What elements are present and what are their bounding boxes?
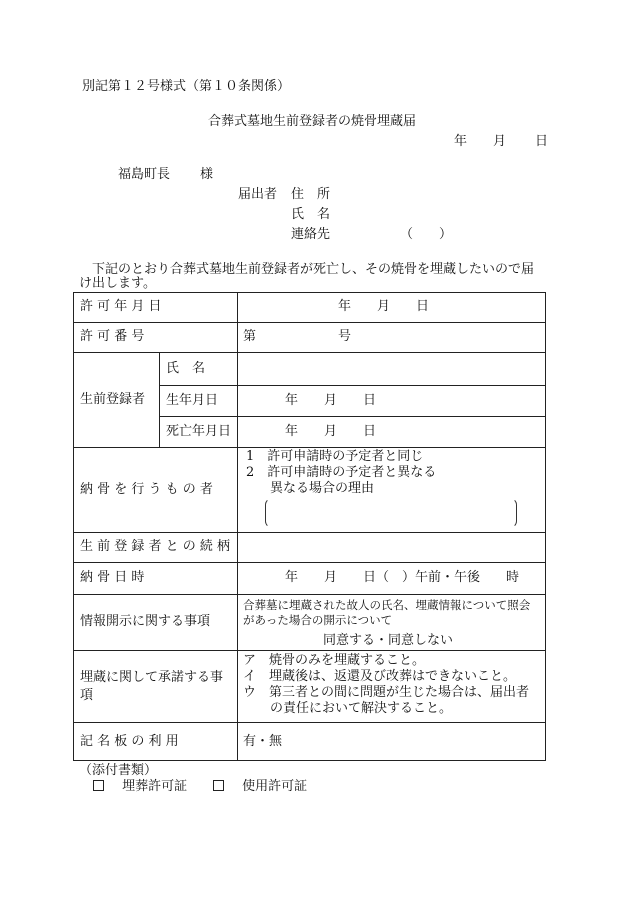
attachment-burial-permit xyxy=(93,779,187,795)
table-rule xyxy=(237,292,238,761)
disclosure-choice: 同意する・同意しない xyxy=(323,633,454,648)
applicant-label: 届出者 xyxy=(238,187,278,202)
table-rule xyxy=(73,650,546,651)
reason-input-bracket[interactable] xyxy=(265,498,517,528)
death-date-value: 年 月 日 xyxy=(285,424,377,439)
date-year-label: 年 xyxy=(454,134,468,149)
table-rule xyxy=(73,760,546,761)
interment-datetime-label: 納 骨 日 時 xyxy=(80,570,145,585)
table-rule xyxy=(73,594,546,595)
birth-date-label: 生年月日 xyxy=(166,393,219,408)
consent-label-line1: 埋蔵に関して承諾する事 xyxy=(80,670,224,685)
option-different-person: 2 許可申請時の予定者と異なる xyxy=(246,465,437,480)
form-number: 別記第１２号様式（第１０条関係） xyxy=(82,79,291,94)
table-rule xyxy=(73,322,546,323)
permit-date-value: 年 月 日 xyxy=(338,299,430,314)
birth-date-value: 年 月 日 xyxy=(285,393,377,408)
consent-item-a: ア 焼骨のみを埋蔵すること。 xyxy=(243,653,426,668)
table-rule xyxy=(159,352,160,447)
disclosure-text-line1: 合葬墓に埋蔵された故人の氏名、埋蔵情報について照会 xyxy=(243,598,531,612)
name-label: 氏 名 xyxy=(291,207,331,222)
table-rule xyxy=(73,352,546,353)
date-month-label: 月 xyxy=(493,134,507,149)
table-rule xyxy=(159,385,546,386)
permit-number-suffix: 号 xyxy=(338,329,352,344)
table-rule xyxy=(545,292,546,761)
pre-registrant-name-label: 氏 名 xyxy=(166,361,206,376)
table-rule xyxy=(73,722,546,723)
intro-text-line1: 下記のとおり合葬式墓地生前登録者が死亡し、その焼骨を埋蔵したいので届 xyxy=(92,262,535,277)
table-rule xyxy=(159,416,546,417)
attachments-heading: （添付書類） xyxy=(79,763,158,778)
table-rule xyxy=(73,532,546,533)
pre-registrant-label: 生前登録者 xyxy=(80,392,146,407)
intro-text-line2: け出します。 xyxy=(79,276,156,291)
address-label: 住 所 xyxy=(291,187,331,202)
consent-item-u-line2: の責任において解決すること。 xyxy=(270,701,453,716)
relation-label: 生 前 登 録 者 と の 続 柄 xyxy=(80,539,231,554)
death-date-label: 死亡年月日 xyxy=(166,424,232,439)
consent-item-u-line1: ウ 第三者との間に問題が生じた場合は、届出者 xyxy=(243,685,530,700)
burial-permit-label: 埋葬許可証 xyxy=(122,779,188,794)
addressee-honorific: 様 xyxy=(200,167,214,182)
addressee: 福島町長 xyxy=(118,167,171,182)
use-permit-checkbox[interactable] xyxy=(213,780,224,791)
consent-label-line2: 項 xyxy=(80,688,94,703)
permit-number-label: 許 可 番 号 xyxy=(80,329,145,344)
nameplate-label: 記 名 板 の 利 用 xyxy=(80,734,179,749)
nameplate-value: 有・無 xyxy=(243,734,283,749)
table-rule xyxy=(73,562,546,563)
permit-date-label-text: 許 可 年 月 日 xyxy=(80,299,162,314)
page-title: 合葬式墓地生前登録者の焼骨埋蔵届 xyxy=(208,114,417,129)
permit-number-prefix: 第 xyxy=(243,329,257,344)
table-rule xyxy=(73,292,74,761)
option-same-person: 1 許可申請時の予定者と同じ xyxy=(246,449,424,464)
interment-datetime-value: 年 月 日（ ）午前・午後 時 xyxy=(285,570,520,585)
contact-label: 連絡先 xyxy=(291,227,331,242)
permit-date-label xyxy=(80,299,224,315)
table-rule xyxy=(73,447,546,448)
disclosure-text-line2: があった場合の開示について xyxy=(243,613,393,627)
use-permit-label: 使用許可証 xyxy=(242,779,308,794)
interment-person-label: 納 骨 を 行 う も の 者 xyxy=(80,482,213,497)
date-day-label: 日 xyxy=(535,134,549,149)
contact-parentheses: （ ） xyxy=(400,227,453,242)
table-rule xyxy=(73,292,546,293)
attachment-use-permit xyxy=(213,779,307,795)
reason-label: 異なる場合の理由 xyxy=(270,481,375,496)
consent-item-i: イ 埋蔵後は、返還及び改葬はできないこと。 xyxy=(243,669,517,684)
burial-permit-checkbox[interactable] xyxy=(93,780,104,791)
disclosure-label: 情報開示に関する事項 xyxy=(80,614,211,629)
